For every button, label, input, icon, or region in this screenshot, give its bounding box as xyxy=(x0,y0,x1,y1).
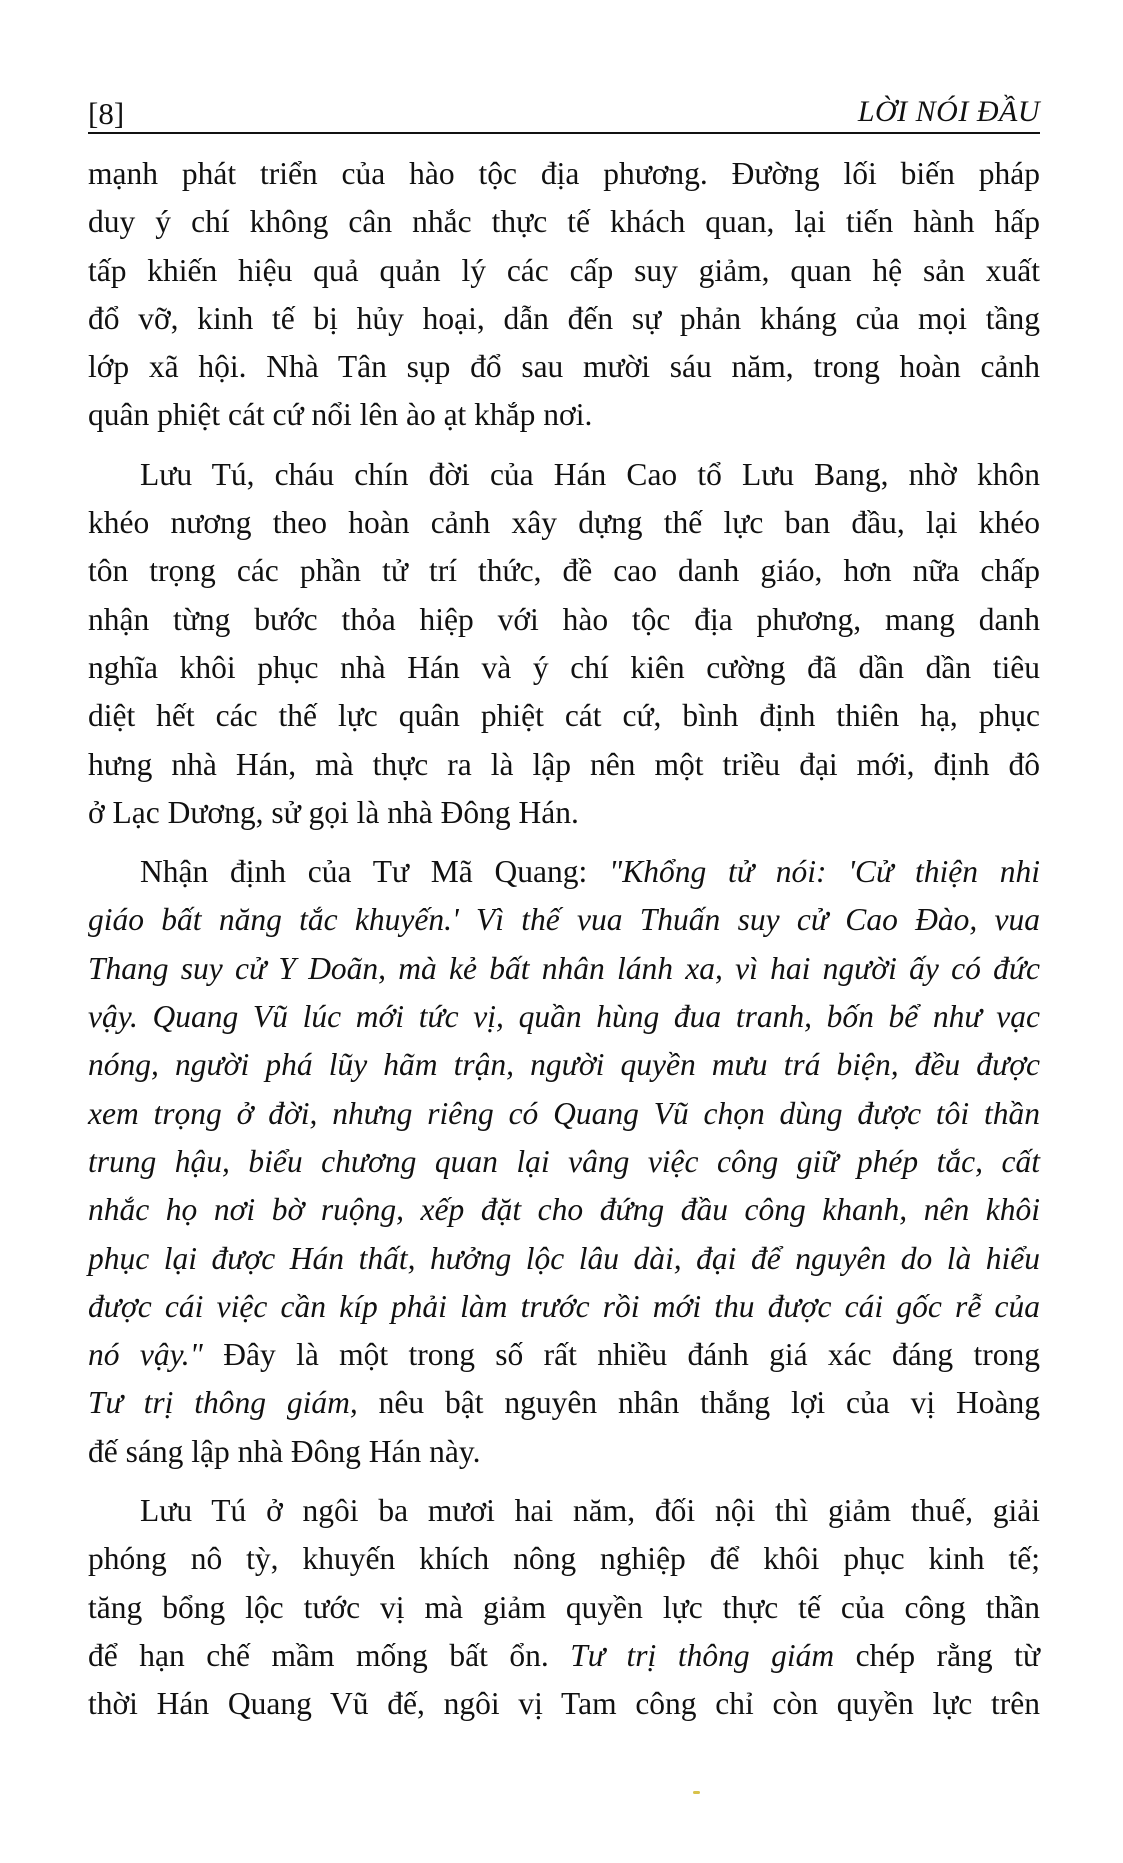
quote-line: giáo bất năng tắc khuyến.' Vì thế vua Thuấn suy cử Cao Đào, vua xyxy=(88,902,1040,938)
text-line: khéo nương theo hoàn cảnh xây dựng thế lực ban đầu, lại khéo xyxy=(88,505,1040,541)
running-title: LỜI NÓI ĐẦU xyxy=(857,95,1040,128)
quote-line: vậy. Quang Vũ lúc mới tức vị, quần hùng đua tranh, bốn bể như vạc xyxy=(88,999,1040,1035)
text-line xyxy=(88,1331,1040,1379)
text-line: tấp khiến hiệu quả quản lý các cấp suy giảm, quan hệ sản xuất xyxy=(88,252,1040,288)
quote-line: xem trọng ở đời, nhưng riêng có Quang Vũ chọn dùng được tôi thần xyxy=(88,1095,1040,1131)
paragraph-1 xyxy=(88,150,1040,440)
text-line: tăng bổng lộc tước vị mà giảm quyền lực thực tế của công thần xyxy=(88,1589,1040,1625)
quote-line: Thang suy cử Y Doãn, mà kẻ bất nhân lánh xa, vì hai người ấy có đức xyxy=(88,950,1040,986)
text-line: duy ý chí không cân nhắc thực tế khách quan, lại tiến hành hấp xyxy=(88,204,1040,240)
text-line: thời Hán Quang Vũ đế, ngôi vị Tam công chỉ còn quyền lực trên xyxy=(88,1686,1040,1722)
text-line: tôn trọng các phần tử trí thức, đề cao danh giáo, hơn nữa chấp xyxy=(88,553,1040,589)
quote-line: nóng, người phá lũy hãm trận, người quyền mưu trá biện, đều được xyxy=(88,1047,1040,1083)
text-line: đế sáng lập nhà Đông Hán này. xyxy=(88,1433,481,1469)
quote-line: nhắc họ nơi bờ ruộng, xếp đặt cho đứng đầu công khanh, nên khôi xyxy=(88,1192,1040,1228)
text-run: Nhận định của Tư Mã Quang: xyxy=(140,854,610,890)
paragraph-2 xyxy=(88,451,1040,837)
text-line xyxy=(88,1379,1040,1427)
text-line: diệt hết các thế lực quân phiệt cát cứ, bình định thiên hạ, phục xyxy=(88,698,1040,734)
text-line: Lưu Tú ở ngôi ba mươi hai năm, đối nội thì giảm thuế, giải xyxy=(140,1493,1040,1529)
page-number: [8] xyxy=(88,96,125,131)
text-line: hưng nhà Hán, mà thực ra là lập nên một triều đại mới, định đô xyxy=(88,746,1040,782)
quote-line: phục lại được Hán thất, hưởng lộc lâu dài, đại để nguyên do là hiểu xyxy=(88,1240,1040,1276)
quote-text: nó vậy." xyxy=(88,1337,203,1373)
book-title: Tư trị thông giám xyxy=(570,1637,835,1673)
book-title: Tư trị thông giám, xyxy=(88,1385,358,1421)
scan-speck xyxy=(693,1791,700,1794)
text-run: nêu bật nguyên nhân thắng lợi của vị Hoàng xyxy=(357,1385,1040,1421)
text-line xyxy=(88,848,1040,896)
paragraph-4 xyxy=(88,1487,1040,1728)
text-line: ở Lạc Dương, sử gọi là nhà Đông Hán. xyxy=(88,794,579,830)
text-run: chép rằng từ xyxy=(834,1637,1040,1673)
text-line: nghĩa khôi phục nhà Hán và ý chí kiên cường đã dần dần tiêu xyxy=(88,649,1040,685)
text-line: nhận từng bước thỏa hiệp với hào tộc địa phương, mang danh xyxy=(88,601,1040,637)
text-line: đổ vỡ, kinh tế bị hủy hoại, dẫn đến sự phản kháng của mọi tầng xyxy=(88,300,1040,336)
quote-line: trung hậu, biểu chương quan lại vâng việc công giữ phép tắc, cất xyxy=(88,1143,1040,1179)
paragraph-3 xyxy=(88,848,1040,1476)
text-run: để hạn chế mầm mống bất ổn. xyxy=(88,1637,571,1673)
body-text xyxy=(88,150,1040,1740)
text-line: Lưu Tú, cháu chín đời của Hán Cao tổ Lưu Bang, nhờ khôn xyxy=(140,456,1040,492)
text-line: mạnh phát triển của hào tộc địa phương. Đường lối biến pháp xyxy=(88,156,1040,191)
text-line: quân phiệt cát cứ nổi lên ào ạt khắp nơi. xyxy=(88,397,593,433)
text-run: Đây là một trong số rất nhiều đánh giá xác đáng trong xyxy=(202,1337,1041,1373)
text-line: phóng nô tỳ, khuyến khích nông nghiệp để khôi phục kinh tế; xyxy=(88,1541,1040,1577)
page-header xyxy=(88,92,1040,134)
text-line xyxy=(88,1632,1040,1680)
text-line: lớp xã hội. Nhà Tân sụp đổ sau mười sáu năm, trong hoàn cảnh xyxy=(88,349,1040,385)
quote-text: "Khổng tử nói: 'Cử thiện nhi xyxy=(609,854,1040,890)
quote-line: được cái việc cần kíp phải làm trước rồi mới thu được cái gốc rễ của xyxy=(88,1288,1040,1324)
